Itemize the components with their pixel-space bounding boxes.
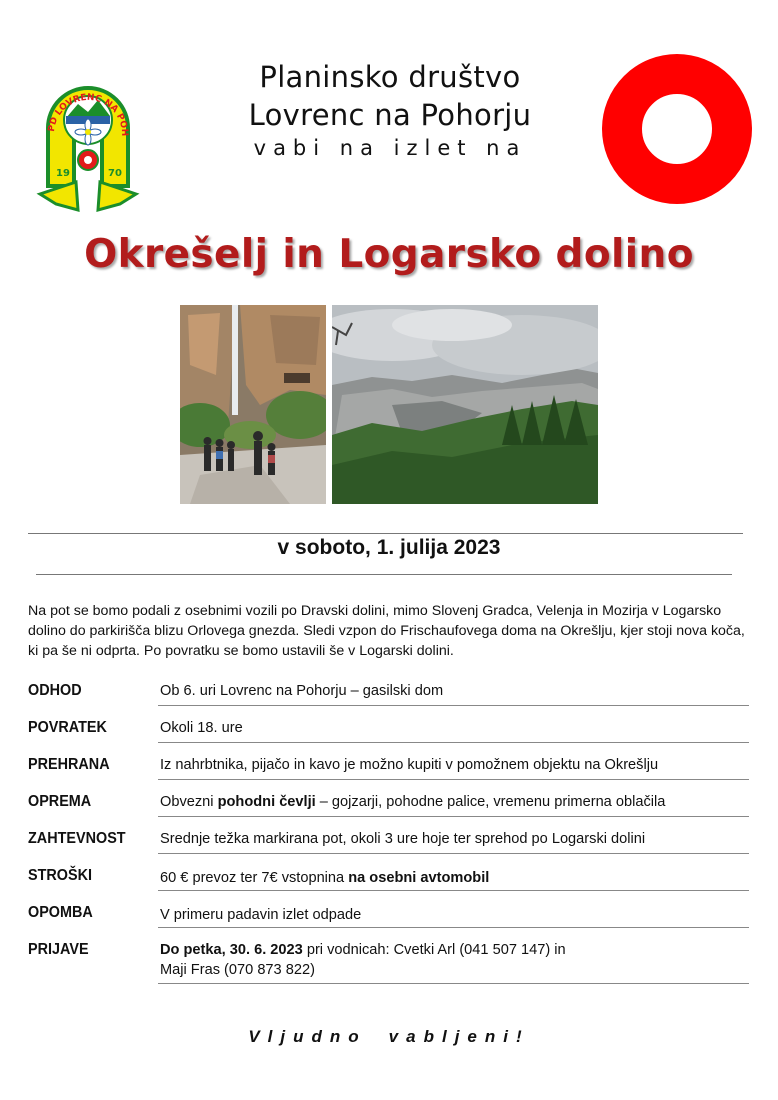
closing-word2: vabljeni! <box>388 1027 530 1046</box>
value-stroski <box>160 868 746 888</box>
row-rule <box>158 742 749 743</box>
event-title: Okrešelj in Logarsko dolino <box>84 232 694 277</box>
row-rule <box>158 705 749 706</box>
stroski-pre: 60 € prevoz ter 7€ vstopnina <box>160 870 349 886</box>
value-opomba: V primeru padavin izlet odpade <box>160 907 362 923</box>
value-prehrana: Iz nahrbtnika, pijačo in kavo je možno kupiti v pomožnem objektu na Okrešlju <box>160 757 659 773</box>
label-odhod: ODHOD <box>28 682 82 699</box>
oprema-bold: pohodni čevlji <box>217 794 316 810</box>
value-povratek: Okoli 18. ure <box>160 720 243 736</box>
closing-word1: Vljudno <box>248 1027 367 1046</box>
row-rule <box>158 816 749 817</box>
prijave-post: pri vodnicah: Cvetki Arl (041 507 147) in <box>302 942 566 958</box>
prijave-line2: Maji Fras (070 873 822) <box>160 962 315 978</box>
svg-text:PD LOVRENC NA POHORJU: PD LOVRENC NA POH <box>46 92 130 137</box>
intro-paragraph: Na pot se bomo podali z osebnimi vozili po Dravski dolini, mimo Slovenj Gradca, Velenja in Mozirja v Logarsko dolino do parkirišča blizu Orlovega gnezda. Sledi vzpon do Frischaufovega doma na Okrešlju, kjer stoji nova koča, ki pa še ni odprta. Po povratku se bomo ustavili še v Logarski dolini. <box>28 603 745 659</box>
label-oprema: OPREMA <box>28 793 92 810</box>
org-name-line2: Lovrenc na Pohorju <box>248 98 532 132</box>
row-rule <box>158 779 749 780</box>
organizer-heading <box>200 58 580 160</box>
divider-top <box>28 533 743 534</box>
row-rule <box>158 853 749 854</box>
row-rule <box>158 927 749 928</box>
invite-line: vabi na izlet na <box>253 136 527 160</box>
value-odhod: Ob 6. uri Lovrenc na Pohorju – gasilski dom <box>160 683 444 699</box>
label-zahtevnost: ZAHTEVNOST <box>28 830 126 847</box>
oprema-pre: Obvezni <box>160 794 218 810</box>
prijave-bold: Do petka, 30. 6. 2023 <box>160 942 303 958</box>
photo-waterfall-hikers <box>180 305 326 504</box>
svg-text:70: 70 <box>108 168 122 179</box>
svg-text:19: 19 <box>56 168 70 179</box>
club-logo <box>36 56 140 216</box>
row-rule <box>158 890 749 891</box>
closing-greeting <box>0 1027 778 1047</box>
value-zahtevnost: Srednje težka markirana pot, okoli 3 ure hoje ter sprehod po Logarski dolini <box>160 831 646 847</box>
label-prehrana: PREHRANA <box>28 756 110 773</box>
photo-mountain-forest <box>332 305 598 504</box>
label-opomba: OPOMBA <box>28 904 93 921</box>
label-prijave: PRIJAVE <box>28 941 89 958</box>
divider-bottom <box>36 574 732 575</box>
oprema-post: – gojzarji, pohodne palice, vremenu primerna oblačila <box>315 794 666 810</box>
label-stroski: STROŠKI <box>28 867 93 884</box>
label-povratek: POVRATEK <box>28 719 107 736</box>
event-date: v soboto, 1. julija 2023 <box>277 536 501 559</box>
stroski-bold: na osebni avtomobil <box>348 870 490 886</box>
value-prijave <box>160 940 746 980</box>
value-oprema <box>160 792 746 812</box>
red-ring-icon <box>602 54 752 204</box>
row-rule <box>158 983 749 984</box>
org-name-line1: Planinsko društvo <box>259 60 521 94</box>
